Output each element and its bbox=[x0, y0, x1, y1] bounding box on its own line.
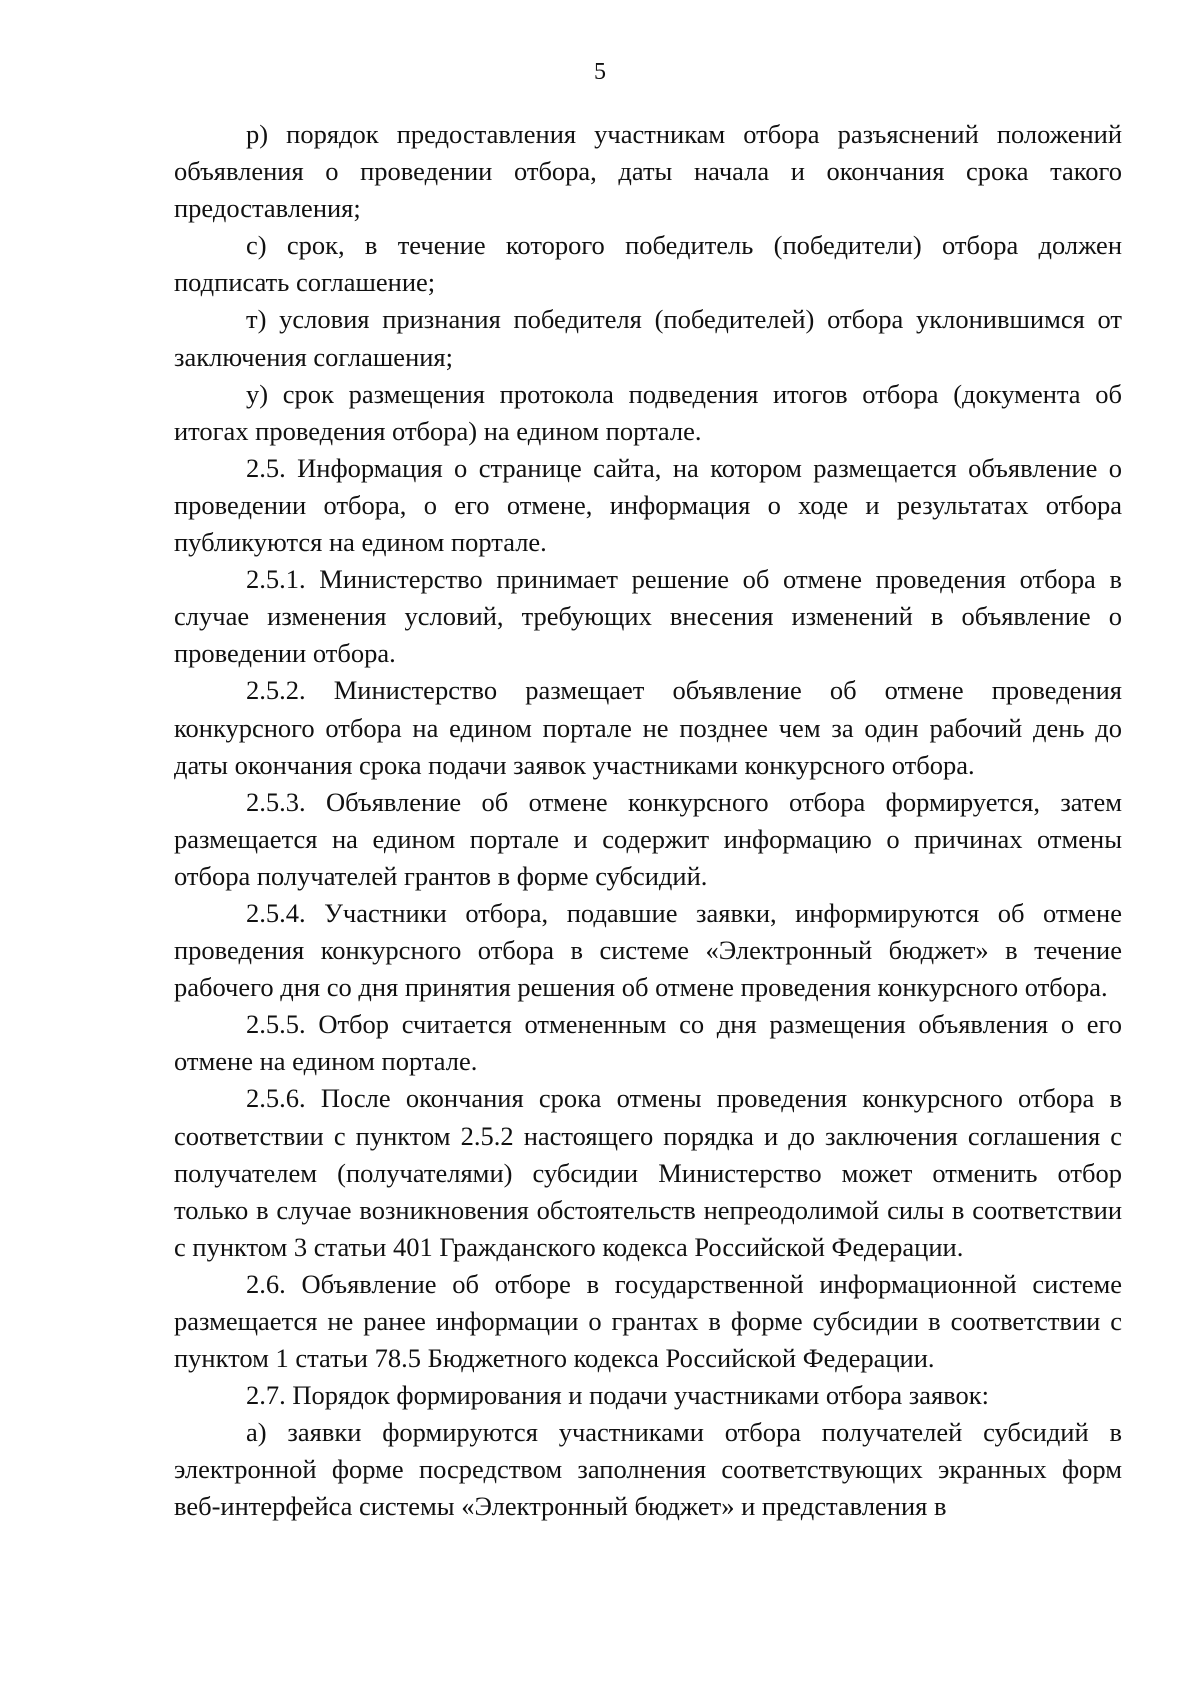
document-body bbox=[174, 116, 1122, 1526]
paragraph-2-5-6: 2.5.6. После окончания срока отмены проведения конкурсного отбора в соответствии с пунктом 2.5.2 настоящего порядка и до заключения соглашения с получателем (получателями) субсидии Министерство может отменить отбор только в случае возникновения обстоятельств непреодолимой силы в соответствии с пунктом 3 статьи 401 Гражданского кодекса Российской Федерации. bbox=[174, 1083, 1122, 1262]
paragraph-2-5-2: 2.5.2. Министерство размещает объявление об отмене проведения конкурсного отбора на едином портале не позднее чем за один рабочий день до даты окончания срока подачи заявок участниками конкурсного отбора. bbox=[174, 675, 1122, 780]
paragraph-a: а) заявки формируются участниками отбора получателей субсидий в электронной форме посредством заполнения соответствующих экранных форм веб-интерфейса системы «Электронный бюджет» и представления в bbox=[174, 1417, 1122, 1522]
paragraph-2-5-4: 2.5.4. Участники отбора, подавшие заявки, информируются об отмене проведения конкурсного отбора в системе «Электронный бюджет» в течение рабочего дня со дня принятия решения об отмене проведения конкурсного отбора. bbox=[174, 897, 1122, 1003]
paragraph-t: т) условия признания победителя (победителей) отбора уклонившимся от заключения соглашения; bbox=[174, 304, 1122, 372]
paragraph-2-7: 2.7. Порядок формирования и подачи участниками отбора заявок: bbox=[246, 1380, 989, 1411]
paragraph-2-5-1: 2.5.1. Министерство принимает решение об отмене проведения отбора в случае изменения условий, требующих внесения изменений в объявление о проведении отбора. bbox=[174, 564, 1122, 669]
paragraph-r: р) порядок предоставления участникам отбора разъяснений положений объявления о проведении отбора, даты начала и окончания срока такого предоставления; bbox=[174, 119, 1122, 224]
paragraph-2-5-3: 2.5.3. Объявление об отмене конкурсного отбора формируется, затем размещается на едином портале и содержит информацию о причинах отмены отбора получателей грантов в форме субсидий. bbox=[174, 786, 1122, 891]
paragraph-s: с) срок, в течение которого победитель (победители) отбора должен подписать соглашение; bbox=[174, 230, 1122, 298]
paragraph-u: у) срок размещения протокола подведения итогов отбора (документа об итогах проведения отбора) на едином портале. bbox=[174, 378, 1122, 446]
paragraph-2-5: 2.5. Информация о странице сайта, на котором размещается объявление о проведении отбора, о его отмене, информация о ходе и результатах отбора публикуются на едином портале. bbox=[174, 452, 1122, 558]
paragraph-2-6: 2.6. Объявление об отборе в государственной информационной системе размещается не ранее информации о грантах в форме субсидии в соответствии с пунктом 1 статьи 78.5 Бюджетного кодекса Российской Федерации. bbox=[174, 1268, 1122, 1374]
page-number: 5 bbox=[594, 59, 606, 85]
paragraph-2-5-5: 2.5.5. Отбор считается отмененным со дня размещения объявления о его отмене на едином портале. bbox=[174, 1009, 1122, 1077]
